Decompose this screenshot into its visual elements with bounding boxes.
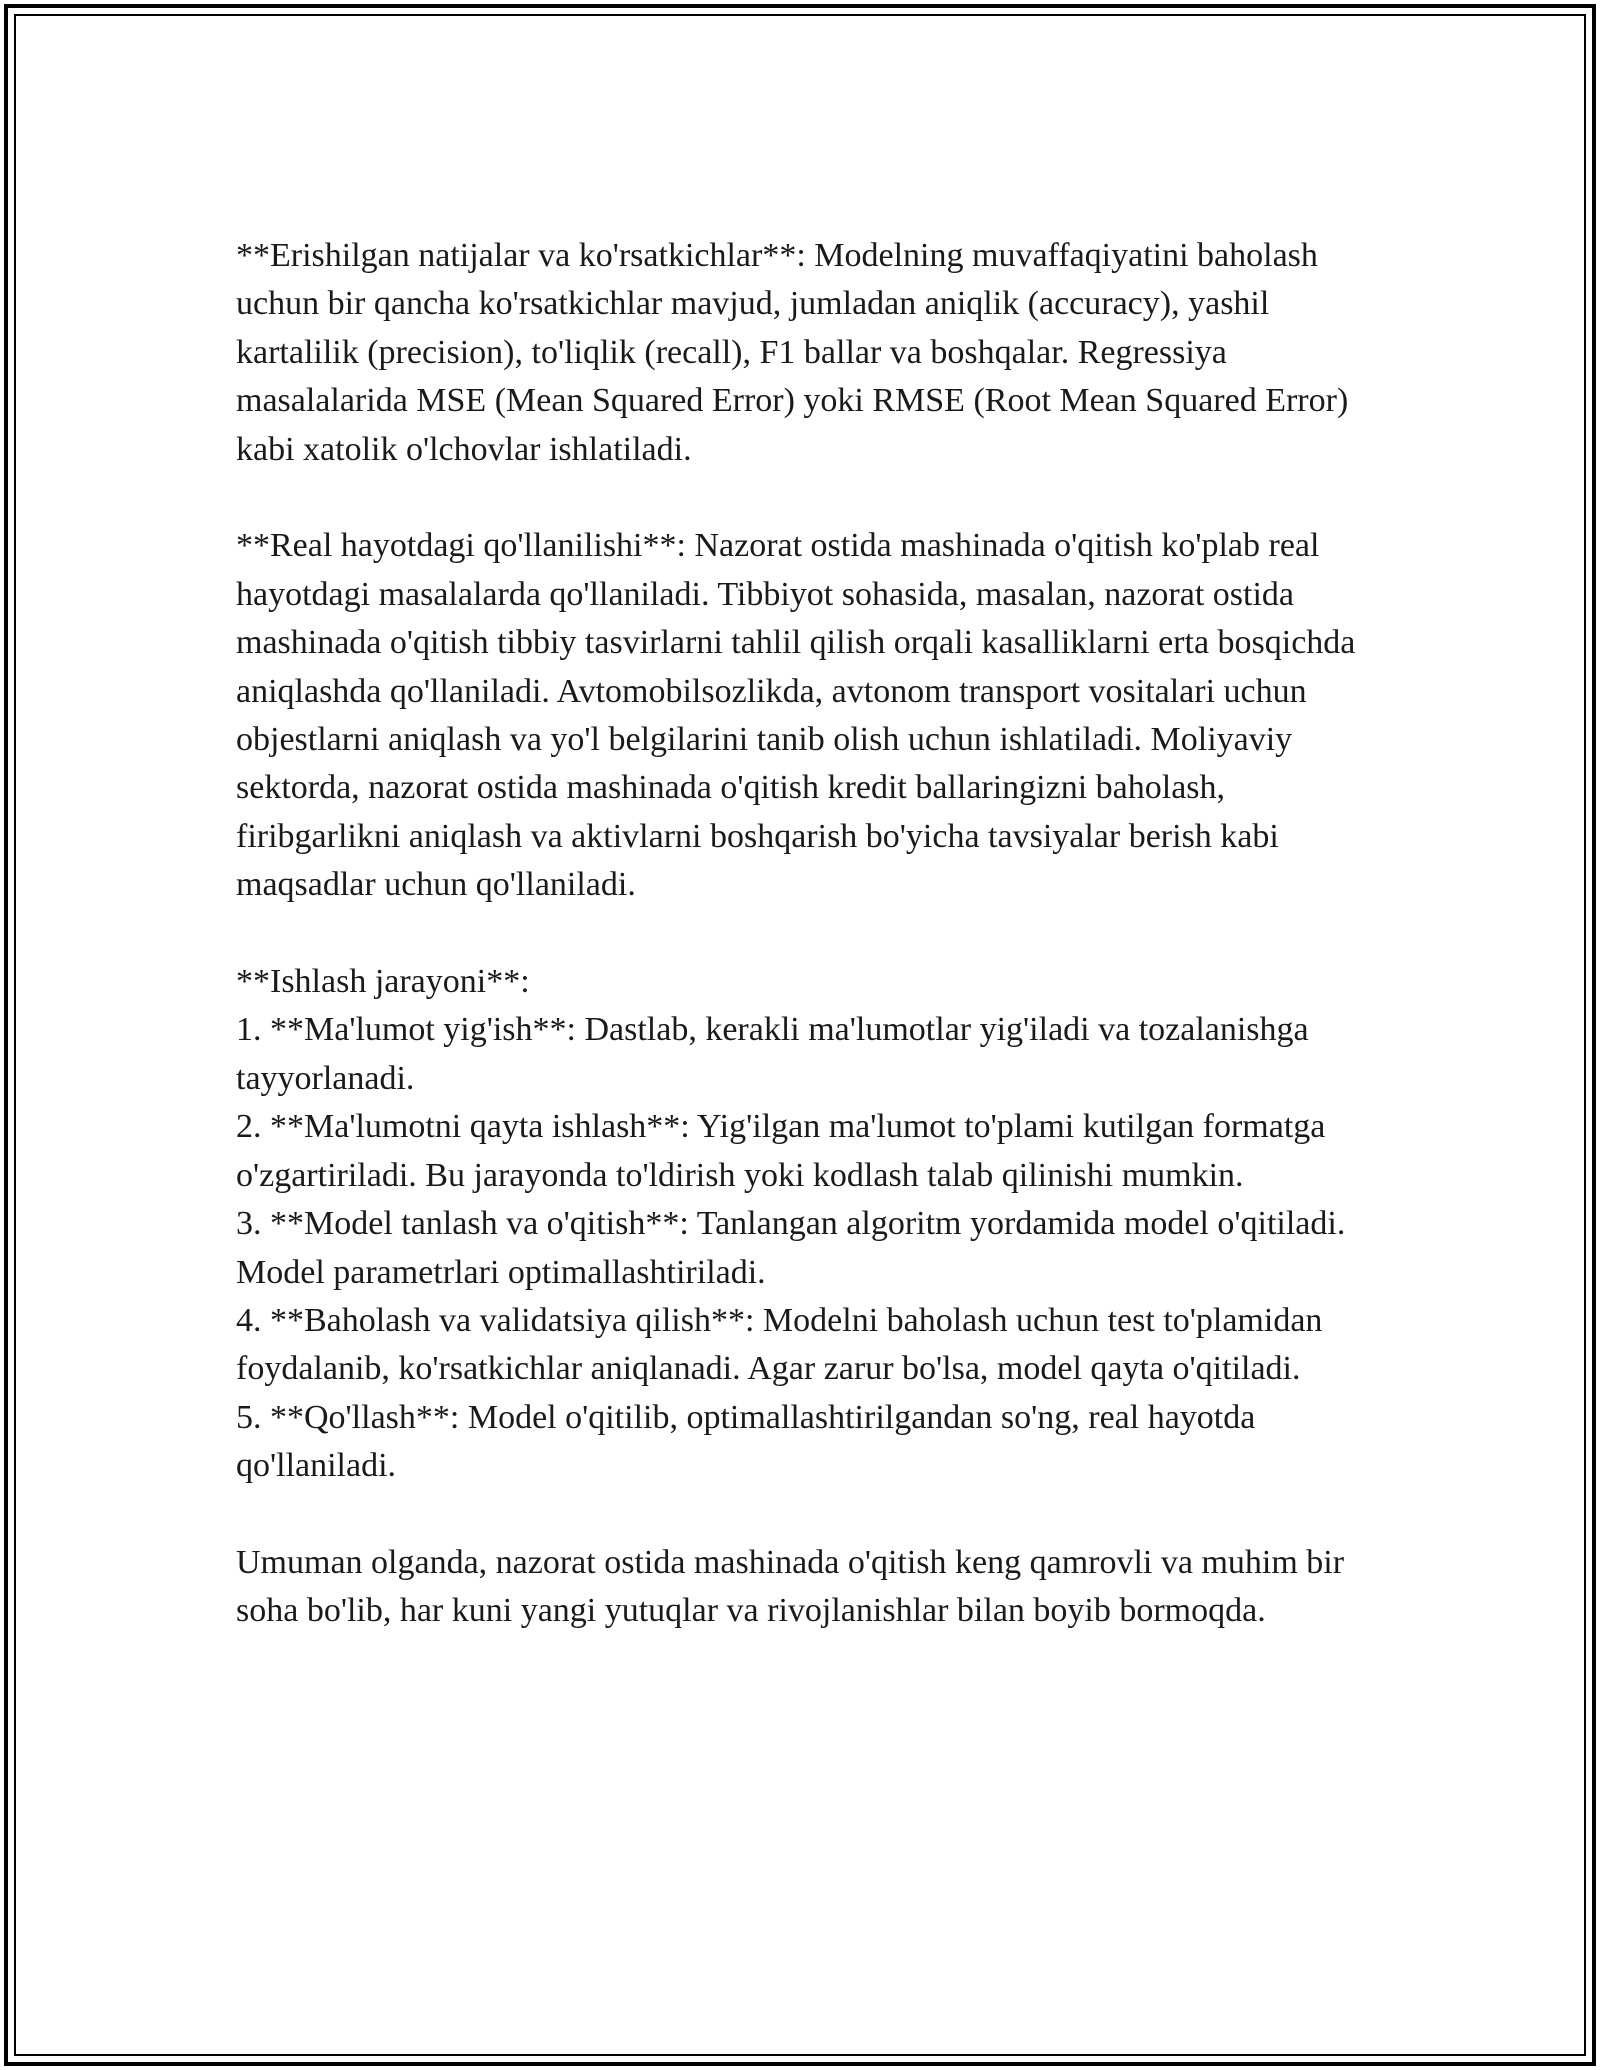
- process-step-3: 3. **Model tanlash va o'qitish**: Tanlangan algoritm yordamida model o'qitiladi. Model parametrlari optimallashtiriladi.: [236, 1205, 1346, 1291]
- paragraph-spacer: [236, 474, 1376, 522]
- process-step-1: 1. **Ma'lumot yig'ish**: Dastlab, kerakli ma'lumotlar yig'iladi va tozalanishga tayyorlanadi.: [236, 1011, 1309, 1097]
- process-step-2: 2. **Ma'lumotni qayta ishlash**: Yig'ilgan ma'lumot to'plami kutilgan formatga o'zgartiriladi. Bu jarayonda to'ldirish yoki kodlash talab qilinishi mumkin.: [236, 1108, 1326, 1194]
- document-body: [236, 232, 1376, 1636]
- process-step-5: 5. **Qo'llash**: Model o'qitilib, optimallashtirilgandan so'ng, real hayotda qo'llaniladi.: [236, 1398, 1256, 1485]
- paragraph-real-life: **Real hayotdagi qo'llanilishi**: Nazorat ostida mashinada o'qitish ko'plab real hayotdagi masalalarda qo'llaniladi. Tibbiyot sohasida, masalan, nazorat ostida mashinada o'qitish tibbiy tasvirlarni tahlil qilish orqali kasalliklarni erta bosqichda aniqlashda qo'llaniladi. Avtomobilsozlikda, avtonom transport vositalari uchun objestlarni aniqlash va yo'l belgilarini tanib olish uchun ishlatiladi. Moliyaviy sektorda, nazorat ostida mashinada o'qitish kredit ballaringizni baholash, firibgarlikni aniqlash va aktivlarni boshqarish bo'yicha tavsiyalar berish kabi maqsadlar uchun qo'llaniladi.: [236, 527, 1356, 904]
- paragraph-spacer: [236, 910, 1376, 958]
- process-heading: **Ishlash jarayoni**:: [236, 963, 530, 1001]
- paragraph-metrics: **Erishilgan natijalar va ko'rsatkichlar**: Modelning muvaffaqiyatini baholash uchun bir qancha ko'rsatkichlar mavjud, jumladan aniqlik (accuracy), yashil kartalilik (precision), to'liqlik (recall), F1 ballar va boshqalar. Regressiya masalalarida MSE (Mean Squared Error) yoki RMSE (Root Mean Squared Error) kabi xatolik o'lchovlar ishlatiladi.: [236, 237, 1349, 468]
- paragraph-spacer: [236, 1491, 1376, 1539]
- paragraph-conclusion: Umuman olganda, nazorat ostida mashinada o'qitish keng qamrovli va muhim bir soha bo'lib, har kuni yangi yutuqlar va rivojlanishlar bilan boyib bormoqda.: [236, 1543, 1345, 1630]
- process-step-4: 4. **Baholash va validatsiya qilish**: Modelni baholash uchun test to'plamidan foydalanib, ko'rsatkichlar aniqlanadi. Agar zarur bo'lsa, model qayta o'qitiladi.: [236, 1301, 1323, 1388]
